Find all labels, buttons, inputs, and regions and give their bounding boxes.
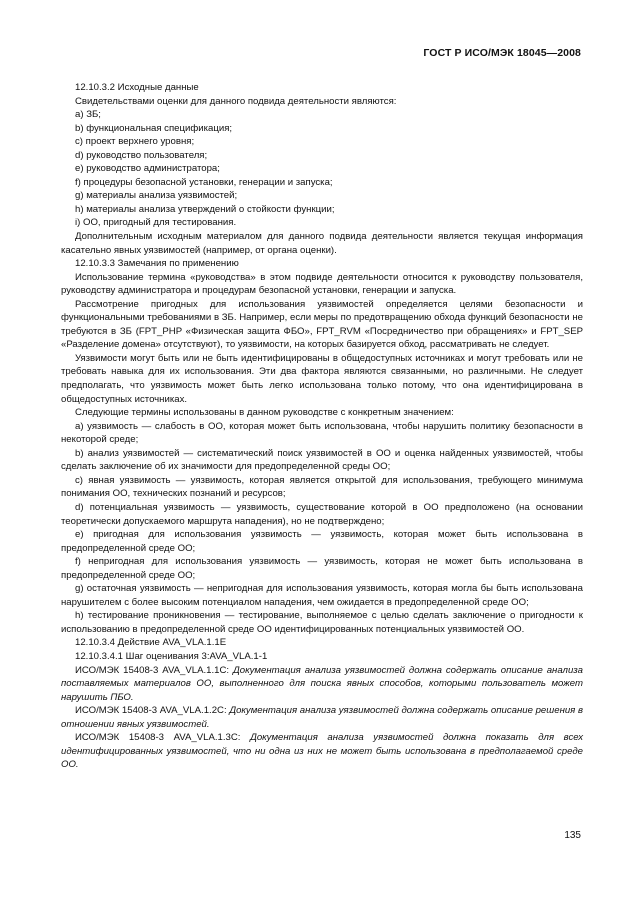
list-item: f) процедуры безопасной установки, генерации и запуска; — [75, 176, 333, 188]
requirement-paragraph — [61, 731, 583, 772]
list-item: c) проект верхнего уровня; — [75, 136, 195, 148]
subsection-heading: 12.10.3.4.1 Шаг оценивания 3:AVA_VLA.1-1 — [75, 650, 268, 662]
paragraph: Уязвимости могут быть или не быть идентифицированы в общедоступных источниках и могут требовать или не требовать навыка для их использования. Эти два фактора являются связанными, но различными. Не следует предполагать, что уязвимость может быть легко использована только потому, что она идентифицирована в общедоступных источниках. — [61, 352, 583, 405]
section-heading: 12.10.3.3 Замечания по применению — [75, 258, 239, 270]
term-definition: g) остаточная уязвимость — непригодная для использования уязвимость, которая могла бы быть использована нарушителем с более высоким потенциалом нападения, чем ожидается в предопределенной среде ОО; — [61, 583, 583, 608]
term-definition: f) непригодная для использования уязвимость — уязвимость, которая не может быть использована в предопределенной среде ОО; — [61, 556, 583, 581]
requirement-text: Документация анализа уязвимостей должна содержать описание анализа поставляемых материалов ОО, выполненного для поиска явных способов, которыми пользователь может нарушить ПБО. — [61, 664, 583, 703]
page-number: 135 — [564, 830, 581, 841]
section-heading: 12.10.3.2 Исходные данные — [75, 82, 199, 93]
requirement-paragraph — [61, 664, 583, 705]
list-item: e) руководство администратора; — [75, 163, 220, 175]
requirement-ref: ИСО/МЭК 15408-3 AVA_VLA.1.3C: — [75, 732, 251, 744]
paragraph: Дополнительным исходным материалом для данного подвида деятельности является текущая информация касательно явных уязвимостей (например, от органа оценки). — [61, 231, 583, 256]
term-definition: b) анализ уязвимостей — систематический поиск уязвимостей в ОО и оценка найденных уязвимостей, чтобы сделать заключение об их значимости для предопределенной среды ОО; — [61, 447, 583, 473]
requirement-text: Документация анализа уязвимостей должна содержать описание решения в отношении явных уязвимостей. — [61, 705, 583, 730]
requirement-text: Документация анализа уязвимостей должна показать для всех идентифицированных уязвимостей, что ни одна из них не может быть использована в предполагаемой среде ОО. — [61, 732, 583, 771]
term-definition: d) потенциальная уязвимость — уязвимость, существование которой в ОО предположено (на основании теоретически допускаемого маршрута нападения), но не подтверждено; — [61, 501, 583, 527]
requirement-ref: ИСО/МЭК 15408-3 AVA_VLA.1.2C: — [75, 705, 230, 717]
list-item: g) материалы анализа уязвимостей; — [75, 190, 238, 202]
paragraph: Рассмотрение пригодных для использования уязвимостей определяется целями безопасности и функциональными требованиями в ЗБ. Например, если меры по предотвращению обхода функций безопасности не требуются в ЗБ (FPT_PHP «Физическая защита ФБО», FPT_RVM «Посредничество при обращениях» и FPT_SEP «Разделение домена» отсутствуют), то уязвимости, на которых базируется обход, рассматривать не следует. — [61, 298, 583, 351]
list-item: а) ЗБ; — [75, 109, 101, 121]
list-item: i) ОО, пригодный для тестирования. — [75, 217, 237, 229]
requirement-paragraph — [61, 704, 583, 731]
list-item: d) руководство пользователя; — [75, 149, 208, 161]
term-definition: c) явная уязвимость — уязвимость, которая является открытой для использования, требующего минимума понимания ОО, технических познаний и ресурсов; — [61, 474, 583, 500]
term-definition: h) тестирование проникновения — тестирование, выполняемое с целью сделать заключение о пригодности к использованию в предопределенной среде ОО идентифицированных потенциальных уязвимостей ОО. — [61, 610, 583, 635]
list-item: b) функциональная спецификация; — [75, 122, 233, 134]
paragraph: Использование термина «руководства» в этом подвиде деятельности относится к руководству пользователя, руководству администратора и процедурам безопасной установки, генерации и запуска. — [61, 271, 583, 297]
list-item: h) материалы анализа утверждений о стойкости функции; — [75, 203, 335, 215]
requirement-ref: ИСО/МЭК 15408-3 AVA_VLA.1.1C: — [75, 664, 234, 676]
document-header: ГОСТ Р ИСО/МЭК 18045—2008 — [423, 47, 581, 59]
document-body — [61, 81, 583, 772]
paragraph: Свидетельствами оценки для данного подвида деятельности являются: — [75, 95, 397, 107]
paragraph: Следующие термины использованы в данном руководстве с конкретным значением: — [75, 407, 454, 419]
term-definition: а) уязвимость — слабость в ОО, которая может быть использована, чтобы нарушить политику безопасности в некоторой среде; — [61, 420, 583, 446]
term-definition: e) пригодная для использования уязвимость — уязвимость, которая может быть использована в предопределенной среде ОО; — [61, 529, 583, 554]
section-heading: 12.10.3.4 Действие AVA_VLA.1.1E — [75, 637, 227, 649]
